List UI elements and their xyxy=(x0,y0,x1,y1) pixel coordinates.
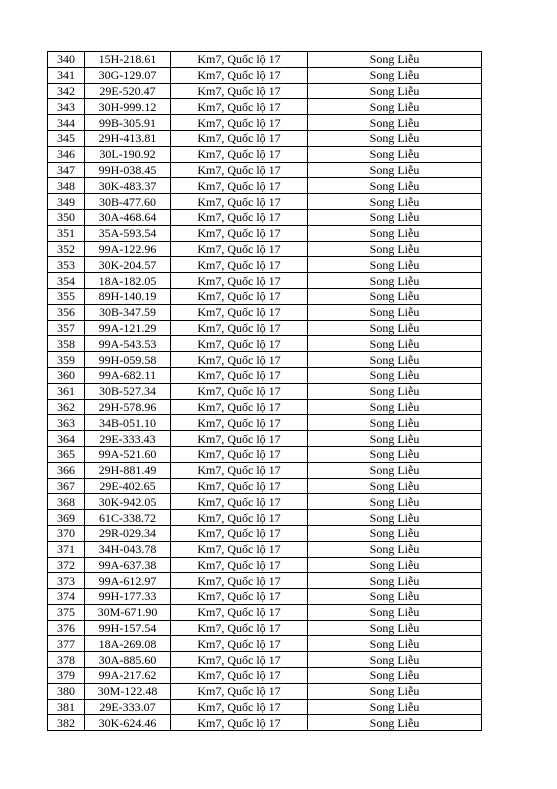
plate-cell: 61C-338.72 xyxy=(85,510,171,526)
plate-cell: 99H-038.45 xyxy=(85,162,171,178)
commune-cell: Song Liễu xyxy=(308,146,482,162)
location-cell: Km7, Quốc lộ 17 xyxy=(171,668,308,684)
commune-cell: Song Liễu xyxy=(308,241,482,257)
table-row xyxy=(48,130,482,146)
commune-cell: Song Liễu xyxy=(308,130,482,146)
location-cell: Km7, Quốc lộ 17 xyxy=(171,431,308,447)
plate-cell: 99H-177.33 xyxy=(85,589,171,605)
row-number-cell: 371 xyxy=(48,541,85,557)
table-row xyxy=(48,652,482,668)
row-number-cell: 367 xyxy=(48,478,85,494)
table-row xyxy=(48,446,482,462)
table-row xyxy=(48,636,482,652)
table-row xyxy=(48,241,482,257)
commune-cell: Song Liễu xyxy=(308,604,482,620)
table-row xyxy=(48,162,482,178)
plate-cell: 34B-051.10 xyxy=(85,415,171,431)
commune-cell: Song Liễu xyxy=(308,194,482,210)
row-number-cell: 368 xyxy=(48,494,85,510)
row-number-cell: 352 xyxy=(48,241,85,257)
table-row xyxy=(48,557,482,573)
plate-cell: 99A-217.62 xyxy=(85,668,171,684)
commune-cell: Song Liễu xyxy=(308,273,482,289)
row-number-cell: 378 xyxy=(48,652,85,668)
table-row xyxy=(48,383,482,399)
row-number-cell: 358 xyxy=(48,336,85,352)
plate-cell: 15H-218.61 xyxy=(85,52,171,68)
table-row xyxy=(48,668,482,684)
table-row xyxy=(48,225,482,241)
table-row xyxy=(48,209,482,225)
table-row xyxy=(48,715,482,731)
location-cell: Km7, Quốc lộ 17 xyxy=(171,510,308,526)
plate-cell: 29E-402.65 xyxy=(85,478,171,494)
commune-cell: Song Liễu xyxy=(308,209,482,225)
plate-cell: 99B-305.91 xyxy=(85,115,171,131)
location-cell: Km7, Quốc lộ 17 xyxy=(171,336,308,352)
location-cell: Km7, Quốc lộ 17 xyxy=(171,209,308,225)
plate-cell: 30B-527.34 xyxy=(85,383,171,399)
commune-cell: Song Liễu xyxy=(308,336,482,352)
row-number-cell: 381 xyxy=(48,699,85,715)
plate-cell: 30K-483.37 xyxy=(85,178,171,194)
location-cell: Km7, Quốc lộ 17 xyxy=(171,683,308,699)
commune-cell: Song Liễu xyxy=(308,668,482,684)
plate-cell: 29E-333.07 xyxy=(85,699,171,715)
location-cell: Km7, Quốc lộ 17 xyxy=(171,620,308,636)
commune-cell: Song Liễu xyxy=(308,178,482,194)
commune-cell: Song Liễu xyxy=(308,652,482,668)
row-number-cell: 365 xyxy=(48,446,85,462)
location-cell: Km7, Quốc lộ 17 xyxy=(171,288,308,304)
location-cell: Km7, Quốc lộ 17 xyxy=(171,352,308,368)
row-number-cell: 369 xyxy=(48,510,85,526)
row-number-cell: 364 xyxy=(48,431,85,447)
plate-cell: 18A-269.08 xyxy=(85,636,171,652)
commune-cell: Song Liễu xyxy=(308,699,482,715)
location-cell: Km7, Quốc lộ 17 xyxy=(171,83,308,99)
location-cell: Km7, Quốc lộ 17 xyxy=(171,715,308,731)
row-number-cell: 366 xyxy=(48,462,85,478)
commune-cell: Song Liễu xyxy=(308,525,482,541)
commune-cell: Song Liễu xyxy=(308,99,482,115)
plate-cell: 30M-671.90 xyxy=(85,604,171,620)
row-number-cell: 380 xyxy=(48,683,85,699)
location-cell: Km7, Quốc lộ 17 xyxy=(171,652,308,668)
plate-cell: 30A-468.64 xyxy=(85,209,171,225)
table-row xyxy=(48,367,482,383)
row-number-cell: 361 xyxy=(48,383,85,399)
location-cell: Km7, Quốc lộ 17 xyxy=(171,178,308,194)
commune-cell: Song Liễu xyxy=(308,510,482,526)
location-cell: Km7, Quốc lộ 17 xyxy=(171,162,308,178)
plate-cell: 29R-029.34 xyxy=(85,525,171,541)
row-number-cell: 373 xyxy=(48,573,85,589)
table-row xyxy=(48,478,482,494)
row-number-cell: 347 xyxy=(48,162,85,178)
vehicle-table xyxy=(47,51,482,731)
commune-cell: Song Liễu xyxy=(308,620,482,636)
location-cell: Km7, Quốc lộ 17 xyxy=(171,225,308,241)
location-cell: Km7, Quốc lộ 17 xyxy=(171,462,308,478)
commune-cell: Song Liễu xyxy=(308,399,482,415)
commune-cell: Song Liễu xyxy=(308,636,482,652)
table-row xyxy=(48,257,482,273)
plate-cell: 30M-122.48 xyxy=(85,683,171,699)
row-number-cell: 344 xyxy=(48,115,85,131)
location-cell: Km7, Quốc lộ 17 xyxy=(171,115,308,131)
commune-cell: Song Liễu xyxy=(308,383,482,399)
commune-cell: Song Liễu xyxy=(308,115,482,131)
location-cell: Km7, Quốc lộ 17 xyxy=(171,273,308,289)
location-cell: Km7, Quốc lộ 17 xyxy=(171,557,308,573)
plate-cell: 29H-413.81 xyxy=(85,130,171,146)
plate-cell: 29E-520.47 xyxy=(85,83,171,99)
row-number-cell: 375 xyxy=(48,604,85,620)
table-row xyxy=(48,320,482,336)
commune-cell: Song Liễu xyxy=(308,162,482,178)
plate-cell: 99A-122.96 xyxy=(85,241,171,257)
plate-cell: 99A-543.53 xyxy=(85,336,171,352)
table-row xyxy=(48,494,482,510)
commune-cell: Song Liễu xyxy=(308,557,482,573)
row-number-cell: 345 xyxy=(48,130,85,146)
table-row xyxy=(48,699,482,715)
commune-cell: Song Liễu xyxy=(308,683,482,699)
location-cell: Km7, Quốc lộ 17 xyxy=(171,699,308,715)
plate-cell: 35A-593.54 xyxy=(85,225,171,241)
location-cell: Km7, Quốc lộ 17 xyxy=(171,367,308,383)
row-number-cell: 382 xyxy=(48,715,85,731)
plate-cell: 29H-881.49 xyxy=(85,462,171,478)
plate-cell: 30H-999.12 xyxy=(85,99,171,115)
row-number-cell: 363 xyxy=(48,415,85,431)
row-number-cell: 341 xyxy=(48,67,85,83)
plate-cell: 99A-682.11 xyxy=(85,367,171,383)
row-number-cell: 376 xyxy=(48,620,85,636)
commune-cell: Song Liễu xyxy=(308,367,482,383)
location-cell: Km7, Quốc lộ 17 xyxy=(171,589,308,605)
row-number-cell: 350 xyxy=(48,209,85,225)
table-row xyxy=(48,604,482,620)
row-number-cell: 355 xyxy=(48,288,85,304)
location-cell: Km7, Quốc lộ 17 xyxy=(171,573,308,589)
row-number-cell: 353 xyxy=(48,257,85,273)
commune-cell: Song Liễu xyxy=(308,573,482,589)
row-number-cell: 377 xyxy=(48,636,85,652)
table-row xyxy=(48,462,482,478)
commune-cell: Song Liễu xyxy=(308,304,482,320)
plate-cell: 18A-182.05 xyxy=(85,273,171,289)
plate-cell: 30G-129.07 xyxy=(85,67,171,83)
commune-cell: Song Liễu xyxy=(308,415,482,431)
location-cell: Km7, Quốc lộ 17 xyxy=(171,541,308,557)
plate-cell: 30L-190.92 xyxy=(85,146,171,162)
location-cell: Km7, Quốc lộ 17 xyxy=(171,241,308,257)
commune-cell: Song Liễu xyxy=(308,225,482,241)
location-cell: Km7, Quốc lộ 17 xyxy=(171,99,308,115)
row-number-cell: 349 xyxy=(48,194,85,210)
row-number-cell: 348 xyxy=(48,178,85,194)
plate-cell: 99H-059.58 xyxy=(85,352,171,368)
location-cell: Km7, Quốc lộ 17 xyxy=(171,494,308,510)
table-row xyxy=(48,178,482,194)
row-number-cell: 360 xyxy=(48,367,85,383)
table-row xyxy=(48,304,482,320)
plate-cell: 30K-204.57 xyxy=(85,257,171,273)
table-row xyxy=(48,288,482,304)
row-number-cell: 370 xyxy=(48,525,85,541)
commune-cell: Song Liễu xyxy=(308,541,482,557)
location-cell: Km7, Quốc lộ 17 xyxy=(171,52,308,68)
row-number-cell: 340 xyxy=(48,52,85,68)
table-row xyxy=(48,683,482,699)
commune-cell: Song Liễu xyxy=(308,52,482,68)
location-cell: Km7, Quốc lộ 17 xyxy=(171,383,308,399)
location-cell: Km7, Quốc lộ 17 xyxy=(171,399,308,415)
location-cell: Km7, Quốc lộ 17 xyxy=(171,604,308,620)
plate-cell: 89H-140.19 xyxy=(85,288,171,304)
row-number-cell: 342 xyxy=(48,83,85,99)
table-row xyxy=(48,352,482,368)
row-number-cell: 362 xyxy=(48,399,85,415)
location-cell: Km7, Quốc lộ 17 xyxy=(171,146,308,162)
table-row xyxy=(48,194,482,210)
table-row xyxy=(48,146,482,162)
location-cell: Km7, Quốc lộ 17 xyxy=(171,304,308,320)
location-cell: Km7, Quốc lộ 17 xyxy=(171,320,308,336)
location-cell: Km7, Quốc lộ 17 xyxy=(171,636,308,652)
row-number-cell: 357 xyxy=(48,320,85,336)
commune-cell: Song Liễu xyxy=(308,446,482,462)
plate-cell: 34H-043.78 xyxy=(85,541,171,557)
table-row xyxy=(48,336,482,352)
commune-cell: Song Liễu xyxy=(308,257,482,273)
plate-cell: 99A-521.60 xyxy=(85,446,171,462)
plate-cell: 30K-624.46 xyxy=(85,715,171,731)
plate-cell: 30B-347.59 xyxy=(85,304,171,320)
commune-cell: Song Liễu xyxy=(308,83,482,99)
table-row xyxy=(48,620,482,636)
table-row xyxy=(48,273,482,289)
commune-cell: Song Liễu xyxy=(308,715,482,731)
location-cell: Km7, Quốc lộ 17 xyxy=(171,446,308,462)
table-body xyxy=(48,52,482,731)
row-number-cell: 374 xyxy=(48,589,85,605)
plate-cell: 99A-637.38 xyxy=(85,557,171,573)
table-row xyxy=(48,431,482,447)
commune-cell: Song Liễu xyxy=(308,288,482,304)
table-row xyxy=(48,52,482,68)
table-row xyxy=(48,541,482,557)
plate-cell: 30K-942.05 xyxy=(85,494,171,510)
commune-cell: Song Liễu xyxy=(308,352,482,368)
location-cell: Km7, Quốc lộ 17 xyxy=(171,130,308,146)
location-cell: Km7, Quốc lộ 17 xyxy=(171,525,308,541)
table-row xyxy=(48,115,482,131)
location-cell: Km7, Quốc lộ 17 xyxy=(171,415,308,431)
commune-cell: Song Liễu xyxy=(308,431,482,447)
row-number-cell: 359 xyxy=(48,352,85,368)
row-number-cell: 346 xyxy=(48,146,85,162)
table-row xyxy=(48,525,482,541)
row-number-cell: 356 xyxy=(48,304,85,320)
location-cell: Km7, Quốc lộ 17 xyxy=(171,478,308,494)
table-row xyxy=(48,99,482,115)
commune-cell: Song Liễu xyxy=(308,320,482,336)
location-cell: Km7, Quốc lộ 17 xyxy=(171,194,308,210)
plate-cell: 29E-333.43 xyxy=(85,431,171,447)
commune-cell: Song Liễu xyxy=(308,67,482,83)
plate-cell: 30B-477.60 xyxy=(85,194,171,210)
plate-cell: 99H-157.54 xyxy=(85,620,171,636)
row-number-cell: 343 xyxy=(48,99,85,115)
plate-cell: 29H-578.96 xyxy=(85,399,171,415)
commune-cell: Song Liễu xyxy=(308,478,482,494)
table-row xyxy=(48,399,482,415)
plate-cell: 99A-121.29 xyxy=(85,320,171,336)
table-row xyxy=(48,83,482,99)
table-row xyxy=(48,573,482,589)
plate-cell: 30A-885.60 xyxy=(85,652,171,668)
location-cell: Km7, Quốc lộ 17 xyxy=(171,67,308,83)
table-row xyxy=(48,67,482,83)
row-number-cell: 372 xyxy=(48,557,85,573)
commune-cell: Song Liễu xyxy=(308,589,482,605)
row-number-cell: 351 xyxy=(48,225,85,241)
commune-cell: Song Liễu xyxy=(308,462,482,478)
table-row xyxy=(48,589,482,605)
commune-cell: Song Liễu xyxy=(308,494,482,510)
location-cell: Km7, Quốc lộ 17 xyxy=(171,257,308,273)
table-row xyxy=(48,415,482,431)
row-number-cell: 354 xyxy=(48,273,85,289)
row-number-cell: 379 xyxy=(48,668,85,684)
plate-cell: 99A-612.97 xyxy=(85,573,171,589)
table-row xyxy=(48,510,482,526)
